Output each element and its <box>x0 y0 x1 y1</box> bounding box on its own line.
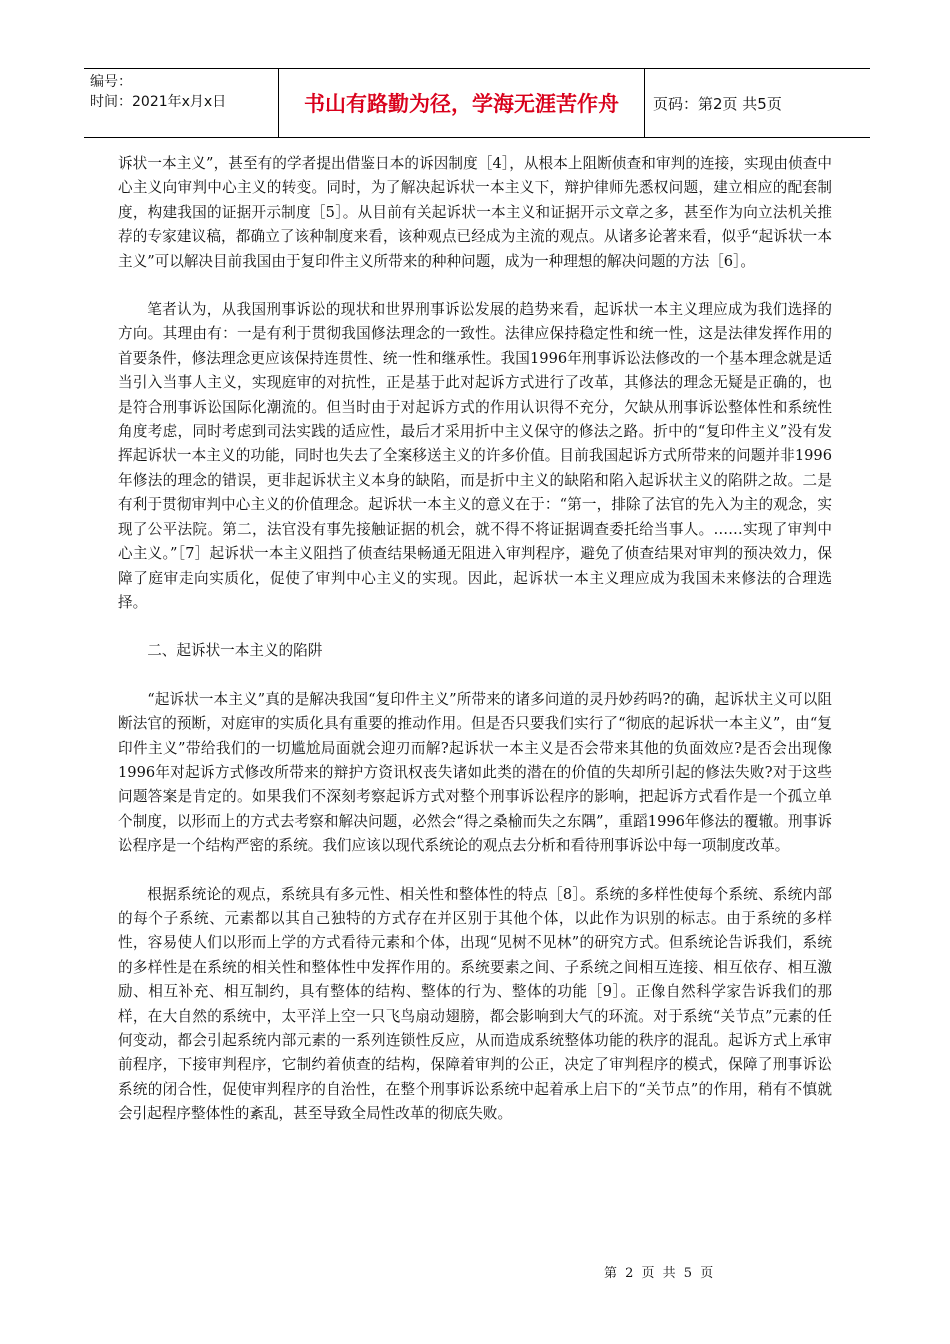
page-footer: 第 2 页 共 5 页 <box>604 1266 716 1281</box>
page-header <box>84 68 870 138</box>
document-body <box>118 152 832 1151</box>
paragraph: 根据系统论的观点，系统具有多元性、相关性和整体性的特点［8］。系统的多样性使每个系统、系统内部的每个子系统、元素都以其自己独特的方式存在并区别于其他个体，以此作为识别的标志。由于系统的多样性，容易使人们以形而上学的方式看待元素和个体，出现“见树不见林”的研究方式。但系统论告诉我们，系统的多样性是在系统的相关性和整体性中发挥作用的。系统要素之间、子系统之间相互连接、相互依存、相互激励、相互补充、相互制约，具有整体的结构、整体的行为、整体的功能［9］。正像自然科学家告诉我们的那样，在大自然的系统中，太平洋上空一只飞鸟扇动翅膀，都会影响到大气的环流。对于系统“关节点”元素的任何变动，都会引起系统内部元素的一系列连锁性反应，从而造成系统整体功能的秩序的混乱。起诉方式上承审前程序，下接审判程序，它制约着侦查的结构，保障着审判的公正，决定了审判程序的模式，保障了刑事诉讼系统的闭合性，促使审判程序的自治性，在整个刑事诉讼系统中起着承上启下的“关节点”的作用，稍有不慎就会引起程序整体性的紊乱，甚至导致全局性改革的彻底失败。 <box>118 885 832 1123</box>
document-time: 时间：2021年x月x日 <box>90 94 227 110</box>
header-motto: 书山有路勤为径，学海无涯苦作舟 <box>279 69 645 137</box>
header-meta <box>84 69 279 137</box>
header-page-info: 页码：第2页 共5页 <box>653 94 782 113</box>
section-heading: 二、起诉状一本主义的陷阱 <box>147 642 323 660</box>
paragraph: 笔者认为，从我国刑事诉讼的现状和世界刑事诉讼发展的趋势来看，起诉状一本主义理应成为我们选择的方向。其理由有：一是有利于贯彻我国修法理念的一致性。法律应保持稳定性和统一性，这是法律发挥作用的首要条件，修法理念更应该保持连贯性、统一性和继承性。我国1996年刑事诉讼法修改的一个基本理念就是适当引入当事人主义，实现庭审的对抗性，正是基于此对起诉方式进行了改革，其修法的理念无疑是正确的，也是符合刑事诉讼国际化潮流的。但当时由于对起诉方式的作用认识得不充分，欠缺从刑事诉讼整体性和系统性角度考虑，同时考虑到司法实践的适应性，最后才采用折中主义保守的修法之路。折中的“复印件主义”没有发挥起诉状一本主义的功能，同时也失去了全案移送主义的许多价值。目前我国起诉方式所带来的问题并非1996年修法的理念的错误，更非起诉状主义本身的缺陷，而是折中主义的缺陷和陷入起诉状主义的陷阱之故。二是有利于贯彻审判中心主义的价值理念。起诉状一本主义的意义在于：“第一，排除了法官的先入为主的观念，实现了公平法院。第二，法官没有事先接触证据的机会，就不得不将证据调查委托给当事人。……实现了审判中心主义。”［7］起诉状一本主义阻挡了侦查结果畅通无阻进入审判程序，避免了侦查结果对审判的预决效力，保障了庭审走向实质化，促使了审判中心主义的实现。因此，起诉状一本主义理应成为我国未来修法的合理选择。 <box>118 301 832 611</box>
document-number-label: 编号： <box>90 74 132 90</box>
paragraph: 诉状一本主义”，甚至有的学者提出借鉴日本的诉因制度［4］，从根本上阻断侦查和审判的连接，实现由侦查中心主义向审判中心主义的转变。同时，为了解决起诉状一本主义下，辩护律师先悉权问题，建立相应的配套制度，构建我国的证据开示制度［5］。从目前有关起诉状一本主义和证据开示文章之多，甚至作为向立法机关推荐的专家建议稿，都确立了该种制度来看，该种观点已经成为主流的观点。从诸多论著来看，似乎“起诉状一本主义”可以解决目前我国由于复印件主义所带来的种种问题，成为一种理想的解决问题的方法［6］。 <box>118 155 832 270</box>
paragraph: “起诉状一本主义”真的是解决我国“复印件主义”所带来的诸多问道的灵丹妙药吗?的确，起诉状主义可以阻断法官的预断，对庭审的实质化具有重要的推动作用。但是否只要我们实行了“彻底的起诉状一本主义”，由“复印件主义”带给我们的一切尴尬局面就会迎刃而解?起诉状一本主义是否会带来其他的负面效应?是否会出现像1996年对起诉方式修改所带来的辩护方资讯权丧失诸如此类的潜在的价值的失却所引起的修法失败?对于这些问题答案是肯定的。如果我们不深刻考察起诉方式对整个刑事诉讼程序的影响，把起诉方式看作是一个孤立单个制度，以形而上的方式去考察和解决问题，必然会“得之桑榆而失之东隅”，重蹈1996年修法的覆辙。刑事诉讼程序是一个结构严密的系统。我们应该以现代系统论的观点去分析和看待刑事诉讼中每一项制度改革。 <box>118 690 832 855</box>
